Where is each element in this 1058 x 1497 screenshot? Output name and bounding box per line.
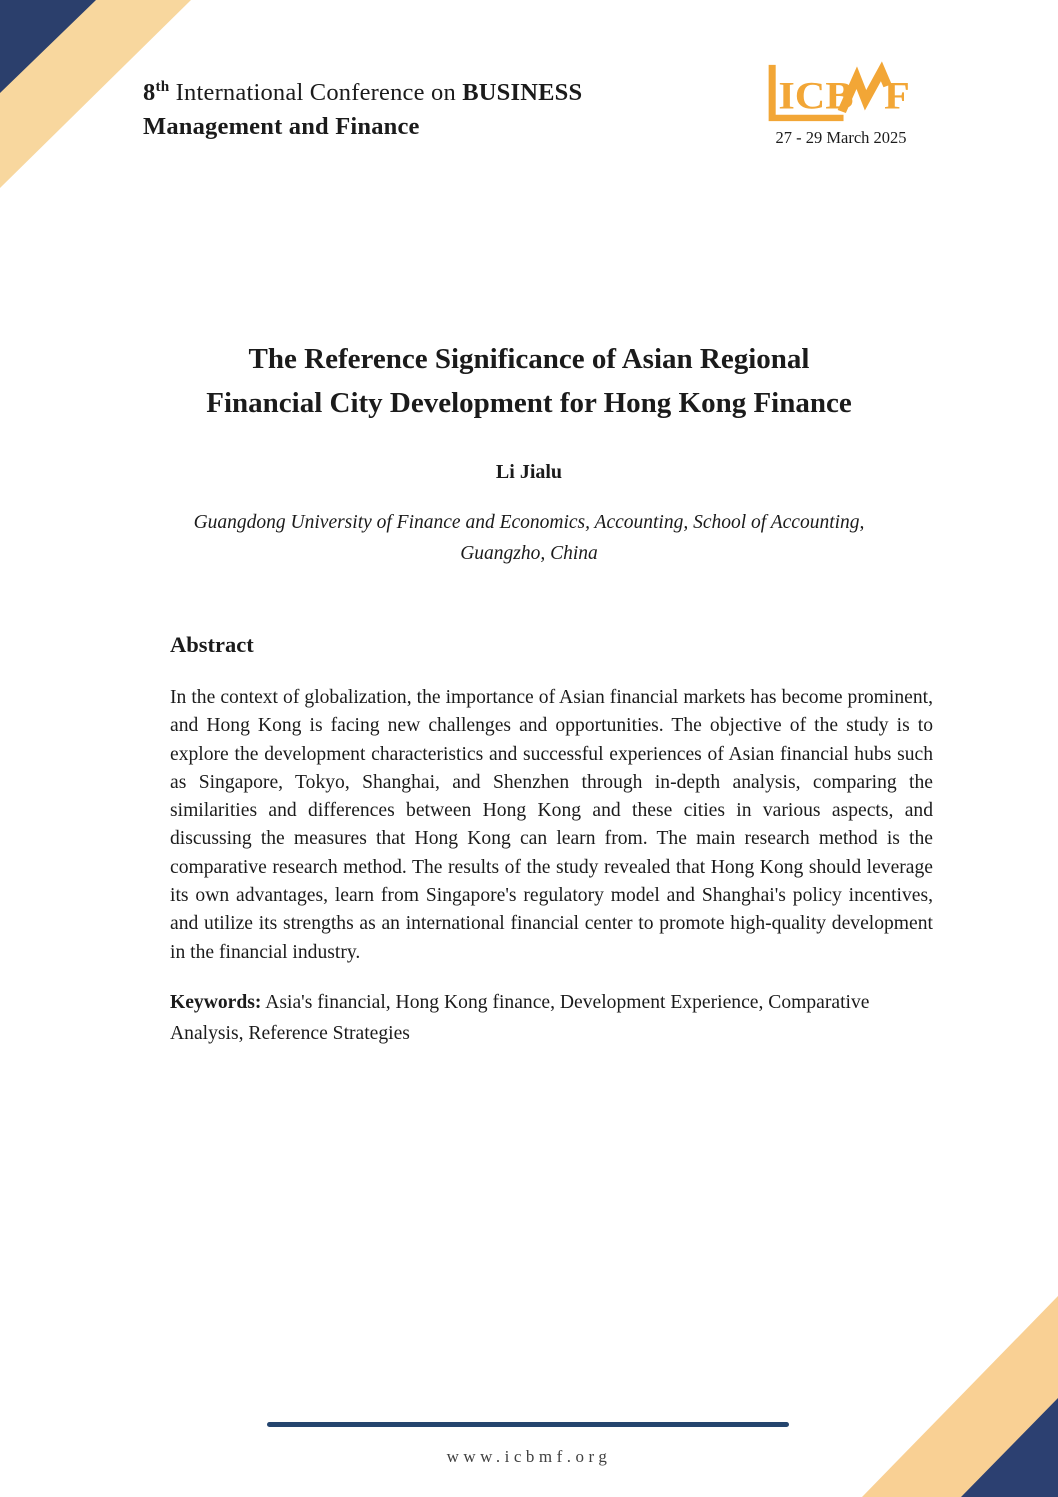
logo-text-f: F: [884, 73, 910, 117]
abstract-heading: Abstract: [170, 632, 254, 657]
icbmf-logo-icon: [766, 60, 914, 126]
logo-text-icb: ICB: [778, 73, 854, 117]
keywords-label: Keywords:: [170, 992, 262, 1013]
paper-title: [0, 337, 1058, 425]
conference-number: 8: [143, 79, 156, 106]
conference-name-regular: International Conference on: [169, 79, 463, 106]
footer-divider-rule: [267, 1422, 789, 1427]
footer-website-url: www.icbmf.org: [446, 1447, 612, 1466]
author-affiliation: [0, 507, 1058, 569]
keywords-text: Asia's financial, Hong Kong finance, Development Experience, Comparative Analysis, Reference Strategies: [170, 992, 870, 1044]
keywords-line: [170, 987, 933, 1049]
affiliation-line2: Guangzho, China: [460, 543, 598, 564]
icbmf-logo-block: [766, 60, 916, 145]
conference-name-line1: [143, 76, 582, 110]
author-name: Li Jialu: [495, 461, 563, 483]
conference-name: [143, 76, 582, 144]
abstract-body: In the context of globalization, the importance of Asian financial markets has become prominent, and Hong Kong is facing new challenges and opportunities. The objective of the study is to explore the development characteristics and successful experiences of Asian financial hubs such as Singapore, Tokyo, Shanghai, and Shenzhen through in-depth analysis, comparing the similarities and differences between Hong Kong and these cities in various aspects, and discussing the measures that Hong Kong can learn from. The main research method is the comparative research method. The results of the study revealed that Hong Kong should leverage its own advantages, learn from Singapore's regulatory model and Shanghai's policy incentives, and utilize its strengths as an international financial center to promote high-quality development in the financial industry.: [170, 687, 933, 963]
conference-date-clipped: [766, 128, 916, 145]
conference-number-ordinal: th: [155, 77, 170, 95]
conference-date: 27 - 29 March 2025: [775, 128, 907, 145]
paper-title-line2: Financial City Development for Hong Kong Finance: [206, 387, 852, 419]
conference-name-business: BUSINESS: [462, 79, 583, 106]
paper-title-line1: The Reference Significance of Asian Regional: [248, 343, 810, 375]
conference-name-line2: Management and Finance: [143, 113, 420, 140]
affiliation-line1: Guangdong University of Finance and Economics, Accounting, School of Accounting,: [193, 512, 865, 533]
